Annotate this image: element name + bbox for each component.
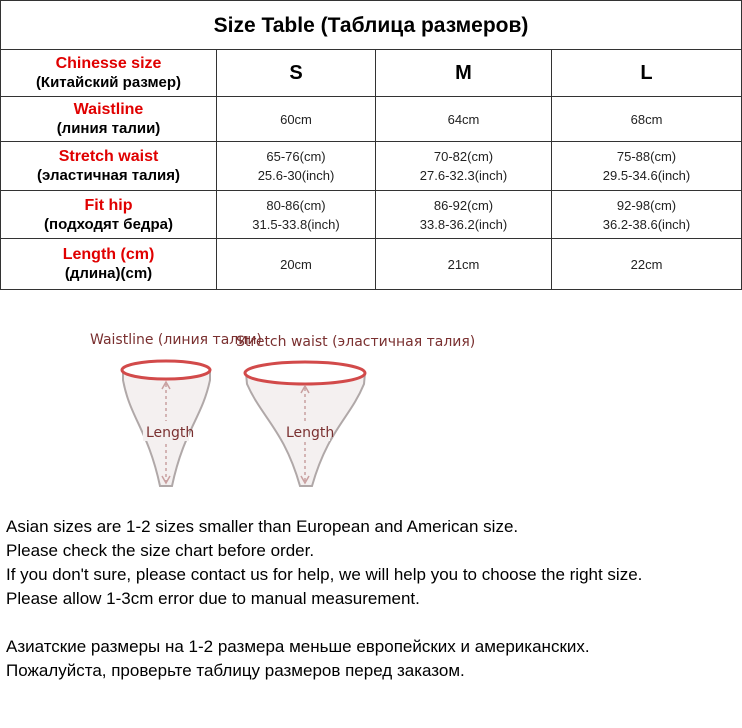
cell-stretch-m (376, 142, 552, 191)
size-notes (6, 515, 741, 683)
table-row-length (1, 239, 742, 290)
brief-left-icon (122, 361, 210, 486)
value-cm: 70-82(cm) (433, 149, 494, 164)
cell-waistline-s (217, 97, 376, 142)
row-label-en: Stretch waist (58, 148, 159, 165)
value-cm: 80-86(cm) (266, 197, 326, 213)
length-caption-right: Length (286, 425, 335, 441)
row-label-cell (1, 191, 217, 239)
value-cm: 86-92(cm) (433, 197, 494, 213)
value-cm: 68cm (630, 111, 663, 127)
cell-length-s (217, 239, 376, 290)
table-row-fit-hip (1, 191, 742, 239)
value-inch: 27.6-32.3(inch) (419, 168, 508, 183)
size-l-header: L (552, 50, 742, 97)
size-s-header: S (217, 50, 376, 97)
table-row-stretch-waist (1, 142, 742, 191)
row-label-en: Waistline (73, 101, 144, 118)
cell-stretch-l (552, 142, 742, 191)
row-label-ru: (эластичная талия) (37, 167, 180, 184)
note-en-3: If you don't sure, please contact us for help, we will help you to choose the right size. (6, 565, 643, 584)
size-table (0, 0, 742, 290)
row-label-en: Length (cm) (62, 246, 155, 263)
value-cm: 65-76(cm) (266, 149, 326, 164)
cell-hip-m (376, 191, 552, 239)
value-inch: 33.8-36.2(inch) (419, 216, 508, 232)
value-cm: 21cm (447, 256, 480, 272)
value-cm: 20cm (280, 256, 312, 272)
note-ru-2: Пожалуйста, проверьте таблицу размеров перед заказом. (6, 661, 465, 680)
value-cm: 92-98(cm) (616, 197, 677, 213)
cell-hip-l (552, 191, 742, 239)
cell-stretch-s (217, 142, 376, 191)
header-label-ru: (Китайский размер) (35, 74, 182, 91)
row-label-cell (1, 239, 217, 290)
table-header-row (1, 50, 742, 97)
header-label-cell (1, 50, 217, 97)
cell-waistline-m (376, 97, 552, 142)
cell-hip-s (217, 191, 376, 239)
row-label-ru: (подходят бедра) (44, 215, 173, 233)
table-title: Size Table (Таблица размеров) (1, 1, 742, 50)
note-en-2: Please check the size chart before order. (6, 541, 315, 560)
cell-length-l (552, 239, 742, 290)
row-label-en: Fit hip (84, 196, 133, 214)
header-label-en: Chinesse size (55, 55, 162, 72)
row-label-ru: (длина)(cm) (64, 265, 153, 282)
cell-waistline-l (552, 97, 742, 142)
measurement-illustration (80, 318, 476, 503)
waistline-caption: Waistline (линия талии) (90, 332, 262, 348)
value-inch: 25.6-30(inch) (257, 168, 335, 183)
note-en-4: Please allow 1-3cm error due to manual measurement. (6, 589, 420, 608)
value-inch: 36.2-38.6(inch) (602, 216, 691, 232)
row-label-ru: (линия талии) (56, 120, 161, 137)
notes-spacer (6, 611, 741, 635)
length-caption-left: Length (146, 425, 195, 441)
value-cm: 64cm (447, 111, 480, 127)
note-en-1: Asian sizes are 1-2 sizes smaller than European and American size. (6, 517, 519, 536)
value-cm: 75-88(cm) (616, 149, 677, 164)
value-inch: 29.5-34.6(inch) (602, 168, 691, 183)
row-label-cell (1, 97, 217, 142)
value-cm: 22cm (630, 256, 663, 272)
value-cm: 60cm (280, 111, 312, 127)
brief-right-icon (245, 362, 365, 486)
row-label-cell (1, 142, 217, 191)
value-inch: 31.5-33.8(inch) (252, 216, 340, 232)
note-ru-1: Азиатские размеры на 1-2 размера меньше европейских и американских. (6, 637, 590, 656)
cell-length-m (376, 239, 552, 290)
size-m-header: M (376, 50, 552, 97)
table-row-waistline (1, 97, 742, 142)
stretch-waist-caption: Stretch waist (эластичная талия) (236, 334, 476, 350)
